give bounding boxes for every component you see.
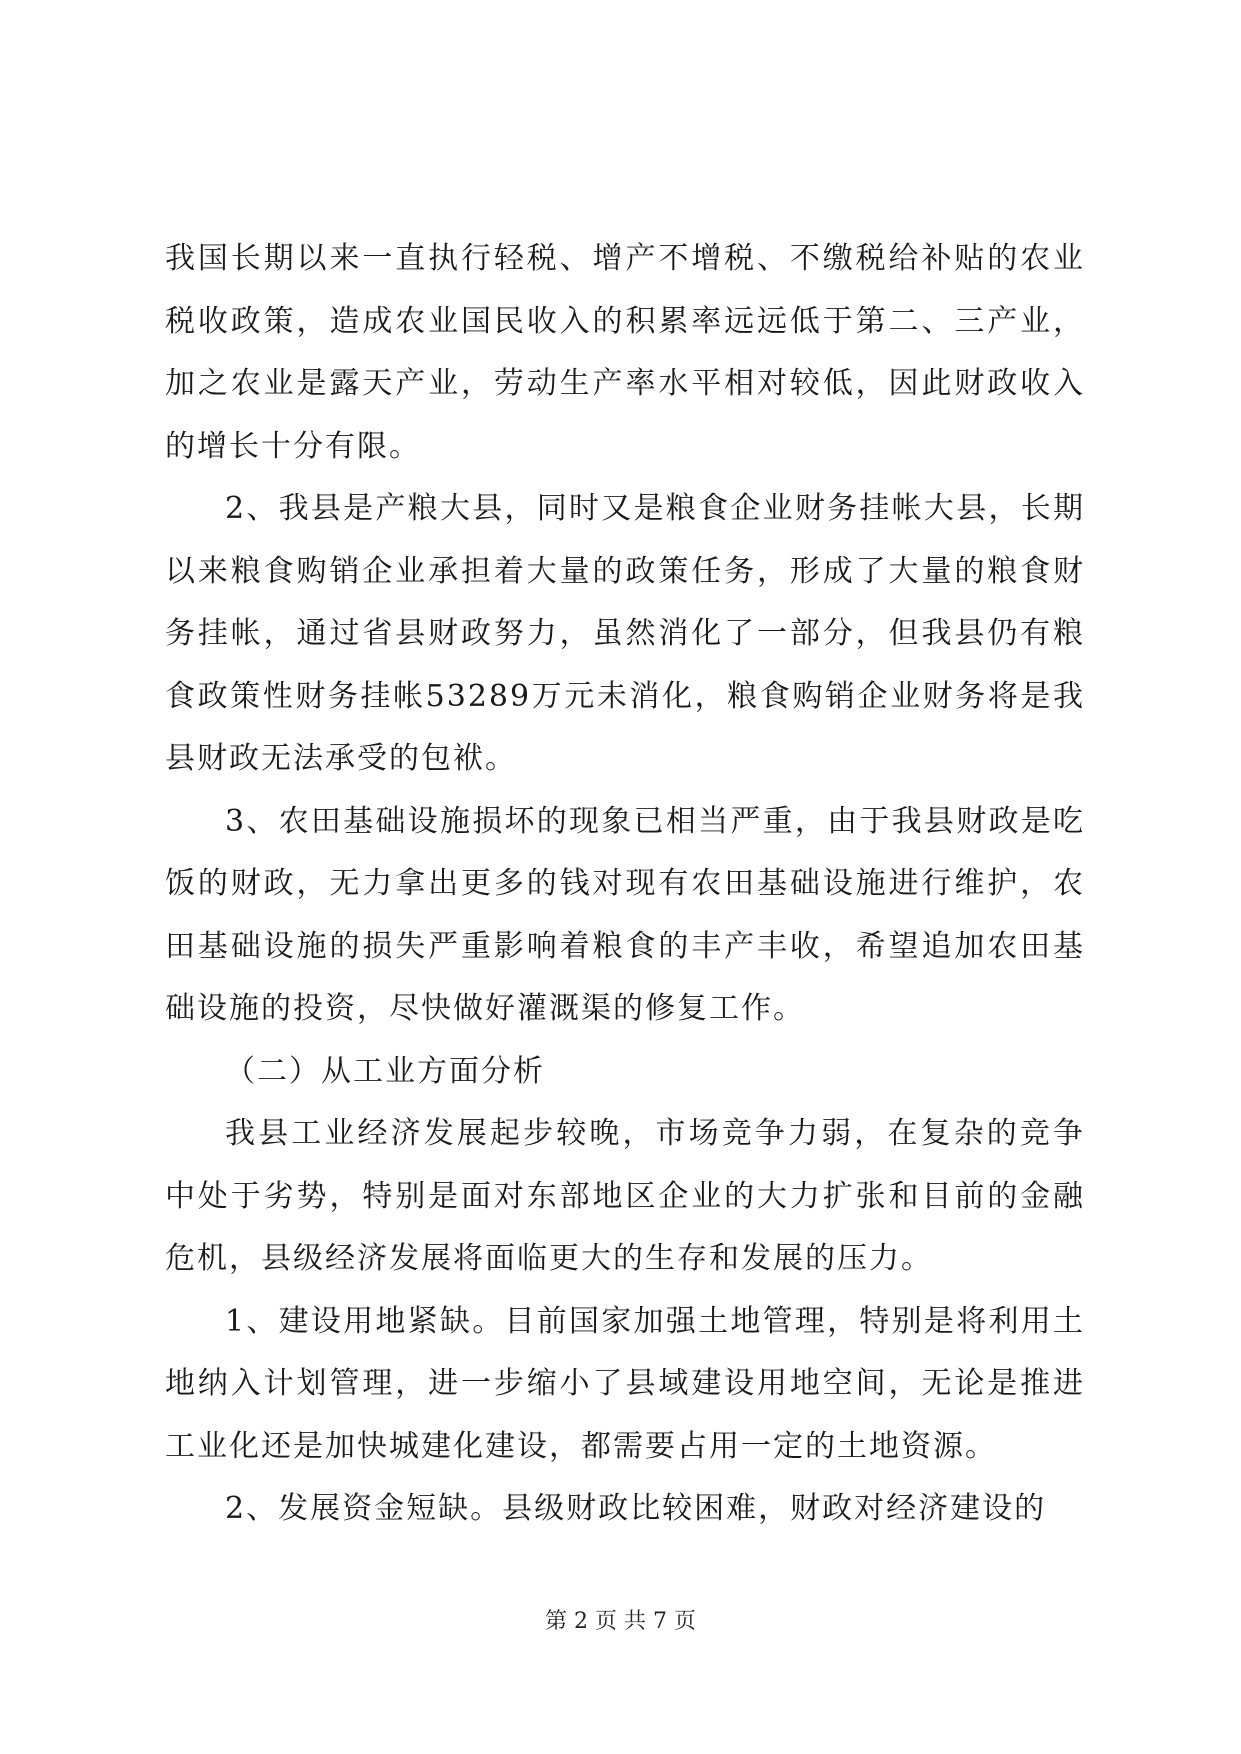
paragraph-4: 我县工业经济发展起步较晚，市场竞争力弱，在复杂的竞争中处于劣势，特别是面对东部地区企业的大力扩张和目前的金融危机，县级经济发展将面临更大的生存和发展的压力。: [165, 1116, 1085, 1276]
paragraph-5: 1、建设用地紧缺。目前国家加强土地管理，特别是将利用土地纳入计划管理，进一步缩小了县域建设用地空间，无论是推进工业化还是加快城建化建设，都需要占用一定的土地资源。: [165, 1303, 1085, 1464]
section-heading: （二）从工业方面分析: [225, 1053, 545, 1089]
paragraph-2: 2、我县是产粮大县，同时又是粮食企业财务挂帐大县，长期以来粮食购销企业承担着大量的政策任务，形成了大量的粮食财务挂帐，通过省县财政努力，虽然消化了一部分，但我县仍有粮食政策性财务挂帐53289万元未消化，粮食购销企业财务将是我县财政无法承受的包袱。: [165, 491, 1085, 776]
paragraph-1: 我国长期以来一直执行轻税、增产不增税、不缴税给补贴的农业税收政策，造成农业国民收入的积累率远远低于第二、三产业，加之农业是露天产业，劳动生产率水平相对较低，因此财政收入的增长十分有限。: [165, 241, 1085, 464]
paragraph-3: 3、农田基础设施损坏的现象已相当严重，由于我县财政是吃饭的财政，无力拿出更多的钱对现有农田基础设施进行维护，农田基础设施的损失严重影响着粮食的丰产丰收，希望追加农田基础设施的投资，尽快做好灌溉渠的修复工作。: [165, 803, 1085, 1026]
page-footer: 第 2 页 共 7 页: [545, 1609, 696, 1634]
paragraph-6: 2、发展资金短缺。县级财政比较困难，财政对经济建设的: [225, 1491, 1047, 1526]
document-body: [165, 228, 1085, 1541]
